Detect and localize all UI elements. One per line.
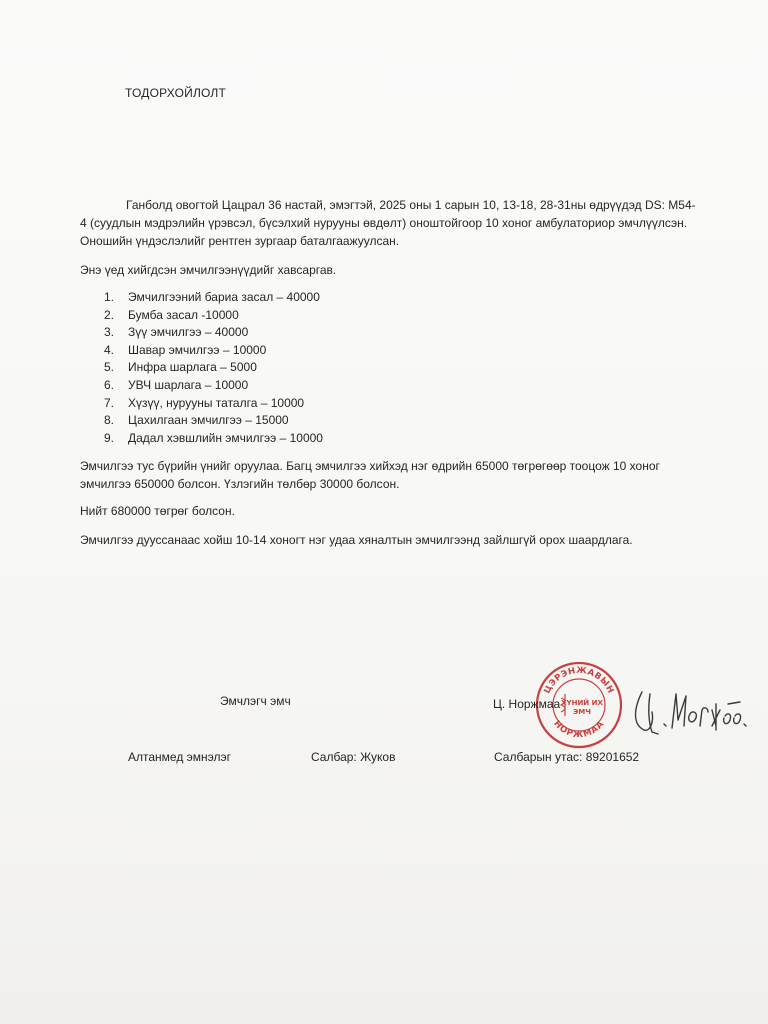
list-item: 3. Зүү эмчилгээ – 40000: [104, 325, 249, 340]
doctor-name: Ц. Норжмаа: [493, 697, 561, 711]
list-item: 7. Хүзүү, нурууны таталга – 10000: [104, 395, 305, 410]
list-item: 5. Инфра шарлага – 5000: [104, 360, 257, 375]
handwritten-signature-icon: [628, 680, 753, 740]
pricing-paragraph: Эмчилгээ тус бүрийн үнийг оруулаа. Багц эмчилгээ хийхэд нэг өдрийн 65000 төгрөгөөр тооцож 10 хоног эмчилгээ 650000 болсон. Үзлэгийн төлбөр 30000 болсон.: [80, 459, 660, 491]
svg-text:ХҮНИЙ ИХ: ХҮНИЙ ИХ: [561, 699, 603, 707]
list-item: 6. УВЧ шарлага – 10000: [104, 377, 249, 392]
signature-label: Эмчлэгч эмч: [220, 694, 291, 708]
intro-paragraph: Ганболд овогтой Цацрал 36 настай, эмэгтэй, 2025 оны 1 сарын 10, 13-18, 28-31ны өдрүүдэд DS: M54-4 (суудлын мэдрэлийн үрэвсэл, бүсэлхий нурууны өвдөлт) оноштойгоор 10 хоног амбулаториор эмчлүүлсэн. Оношийн үндэслэлийг рентген зургаар баталгаажуулсан.: [80, 198, 696, 248]
list-item: 9. Дадал хэвшлийн эмчилгээ – 10000: [104, 430, 323, 445]
list-item: 4. Шавар эмчилгээ – 10000: [104, 342, 267, 357]
list-item: 1. Эмчилгээний бариа засал – 40000: [104, 290, 320, 304]
svg-text:ЦЭРЭНЖАВЫН: ЦЭРЭНЖАВЫН: [542, 665, 616, 696]
total-paragraph: Нийт 680000 төгрөг болсон.: [80, 504, 235, 518]
document-title: ТОДОРХОЙЛОЛТ: [125, 86, 227, 100]
list-item: 8. Цахилгаан эмчилгээ – 15000: [104, 413, 289, 428]
attachment-note: Энэ үед хийгдсэн эмчилгээнүүдийг хавсаргав.: [80, 263, 337, 277]
clinic-name: Алтанмед эмнэлэг: [128, 750, 232, 764]
svg-text:ЭМЧ: ЭМЧ: [573, 708, 591, 716]
branch-phone: Салбарын утас: 89201652: [494, 750, 640, 764]
list-item: 2. Бумба засал -10000: [104, 307, 239, 322]
branch-name: Салбар: Жуков: [311, 750, 396, 764]
treatment-list: [104, 289, 323, 447]
svg-text:НОРЖМАА: НОРЖМАА: [551, 718, 607, 741]
followup-paragraph: Эмчилгээ дууссанаас хойш 10-14 хоногт нэг удаа хяналтын эмчилгээнд зайлшгүй орох шаардлага.: [80, 533, 633, 547]
